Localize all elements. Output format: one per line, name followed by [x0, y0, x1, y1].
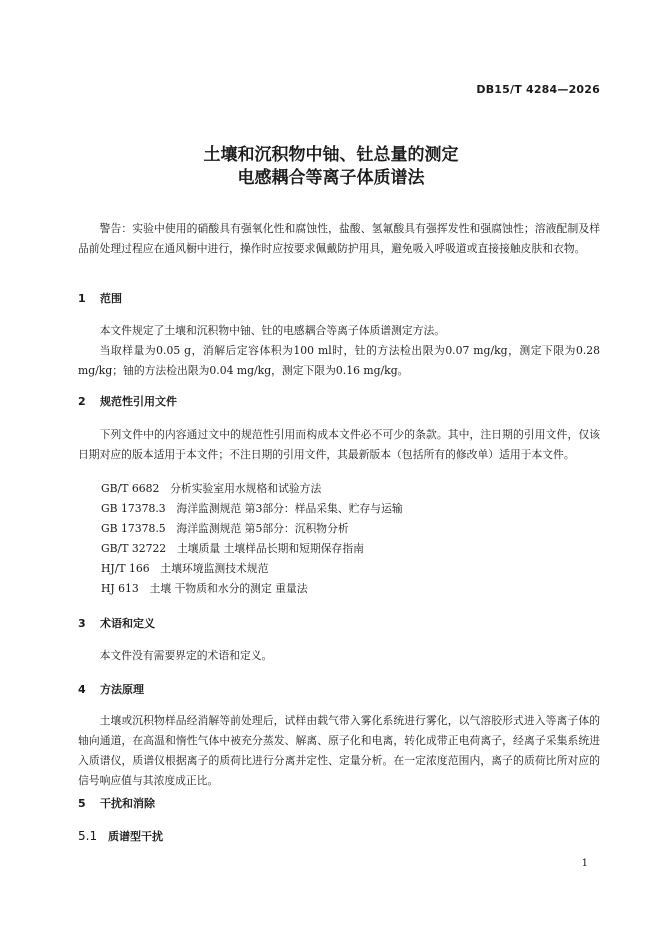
section-3-heading [78, 614, 155, 634]
reference-item: GB 17378.3 海洋监测规范 第3部分：样品采集、贮存与运输 [101, 502, 403, 515]
reference-item: HJ/T 166 土壤环境监测技术规范 [101, 562, 269, 575]
section-number: 5 [78, 797, 86, 810]
section-1-heading [78, 289, 122, 309]
section-title: 规范性引用文件 [100, 395, 177, 408]
warning-paragraph: 警告：实验中使用的硝酸具有强氧化性和腐蚀性，盐酸、氢氟酸具有强挥发性和强腐蚀性；溶液配制及样品前处理过程应在通风橱中进行，操作时应按要求佩戴防护用具，避免吸入呼吸道或直接接触皮肤和衣物。 [78, 222, 600, 255]
standard-code: DB15/T 4284—2026 [476, 83, 600, 96]
section-number: 1 [78, 292, 86, 305]
section-title: 术语和定义 [100, 617, 155, 630]
section-title: 范围 [100, 292, 122, 305]
subsection-title: 质谱型干扰 [108, 830, 163, 843]
section-1-paragraph-1: 本文件规定了土壤和沉积物中铀、钍的电感耦合等离子体质谱测定方法。 [99, 324, 446, 337]
section-4-paragraph-1: 土壤或沉积物样品经消解等前处理后，试样由载气带入雾化系统进行雾化，以气溶胶形式进入等离子体的轴向通道，在高温和惰性气体中被充分蒸发、解离、原子化和电离，转化成带正电荷离子，经离子采集系统进入质谱仪，质谱仪根据离子的质荷比进行分离并定性、定量分析。在一定浓度范围内，离子的质荷比所对应的信号响应值与其浓度成正比。 [78, 714, 600, 787]
section-title: 方法原理 [100, 683, 144, 696]
section-3-paragraph-1: 本文件没有需要界定的术语和定义。 [99, 649, 273, 662]
section-number: 3 [78, 617, 86, 630]
section-1-paragraph-2: 当取样量为0.05 g，消解后定容体积为100 ml时，钍的方法检出限为0.07 mg/kg，测定下限为0.28 mg/kg；铀的方法检出限为0.04 mg/kg，测定下限为0.16 mg/kg。 [78, 344, 600, 377]
document-title-line2: 电感耦合等离子体质谱法 [237, 168, 425, 188]
subsection-number: 5.1 [78, 829, 98, 843]
reference-item: HJ 613 土壤 干物质和水分的测定 重量法 [101, 582, 308, 595]
page-number: 1 [581, 858, 588, 869]
section-4-heading [78, 680, 144, 700]
section-5-heading [78, 794, 155, 814]
section-title: 干扰和消除 [100, 797, 155, 810]
reference-item: GB/T 6682 分析实验室用水规格和试验方法 [101, 482, 322, 495]
subsection-5-1-heading [78, 826, 163, 847]
document-title-line1: 土壤和沉积物中铀、钍总量的测定 [203, 145, 459, 165]
section-number: 2 [78, 395, 86, 408]
section-2-paragraph-1: 下列文件中的内容通过文中的规范性引用而构成本文件必不可少的条款。其中，注日期的引用文件，仅该日期对应的版本适用于本文件；不注日期的引用文件，其最新版本（包括所有的修改单）适用于本文件。 [78, 428, 600, 461]
reference-item: GB/T 32722 土壤质量 土壤样品长期和短期保存指南 [101, 542, 364, 555]
reference-item: GB 17378.5 海洋监测规范 第5部分：沉积物分析 [101, 522, 349, 535]
section-number: 4 [78, 683, 86, 696]
section-2-heading [78, 392, 177, 412]
